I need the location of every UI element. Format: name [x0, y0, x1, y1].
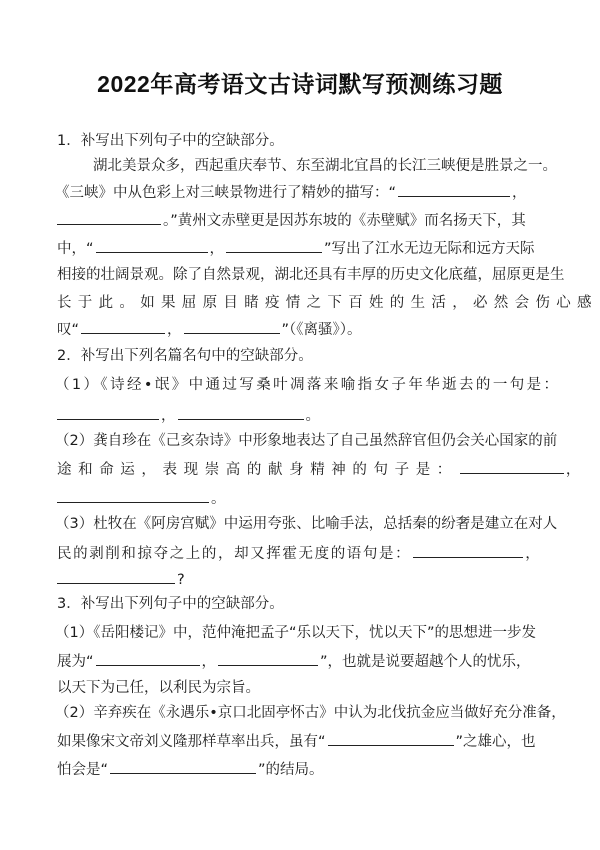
q2-sub3-line-1: （3）杜牧在《阿房宫赋》中运用夸张、比喻手法，总括秦的纷奢是建立在对人 — [55, 516, 558, 532]
q3-sub2-line-3-text: 怕会是“ — [57, 762, 109, 778]
q1-line-4-text: 中，“ — [57, 241, 94, 257]
q3-heading: 3．补写出下列句子中的空缺部分。 — [57, 596, 284, 612]
q3-sub1-line-2-tail: ”，也就是说要超越个人的忧乐， — [320, 654, 531, 670]
q1-line-7-text: 叹“ — [57, 322, 80, 338]
q3-sub1-line-2 — [57, 652, 547, 671]
answer-blank[interactable] — [96, 239, 208, 253]
q1-line-7-comma: ， — [167, 322, 182, 338]
q3-sub1-line-3: 以天下为己任，以利民为宗旨。 — [57, 680, 260, 696]
answer-blank[interactable] — [81, 320, 165, 334]
answer-blank[interactable] — [460, 460, 564, 474]
answer-blank[interactable] — [398, 183, 510, 197]
q2-sub2-comma: ， — [565, 462, 581, 478]
q1-line-7 — [57, 320, 547, 339]
answer-blank[interactable] — [57, 570, 175, 584]
q3-sub1-line-1: （1）《岳阳楼记》中，范仲淹把孟子“乐以天下，忧以天下”的思想进一步发 — [55, 625, 536, 641]
answer-blank[interactable] — [57, 489, 209, 503]
q2-sub3-line-2 — [57, 544, 547, 563]
q3-sub2-line-2 — [57, 732, 547, 751]
q3-sub2-line-2-tail: ”之雄心，也 — [455, 734, 536, 750]
q1-line-2 — [55, 183, 545, 202]
answer-blank[interactable] — [57, 406, 159, 420]
q1-line-6: 长于此。如果屈原目睹疫情之下百姓的生活，必然会伤心感 — [57, 295, 598, 311]
q1-line-2-text: 《三峡》中从色彩上对三峡景物进行了精妙的描写：“ — [55, 185, 397, 201]
q2-sub2-line-2-text: 途和命运，表现崇高的献身精神的句子是： — [57, 462, 458, 478]
q2-sub1-period: 。 — [305, 408, 320, 424]
q3-sub2-line-3 — [57, 760, 547, 779]
page-title: 2022年高考语文古诗词默写预测练习题 — [97, 71, 503, 97]
q1-line-7-tail: ”（《离骚》）。 — [281, 322, 362, 338]
q1-line-5: 相接的壮阔景观。除了自然景观，湖北还具有丰厚的历史文化底蕴，屈原更是生 — [57, 267, 565, 283]
answer-blank[interactable] — [110, 760, 256, 774]
q1-line-3 — [57, 211, 547, 230]
q1-line-1: 湖北美景众多，西起重庆奉节、东至湖北宜昌的长江三峡便是胜景之一。 — [93, 158, 557, 174]
q2-sub3-line-2-text: 民的剥削和掠夺之上的，却又挥霍无度的语句是： — [57, 546, 412, 562]
q2-sub2-line-3 — [57, 489, 547, 508]
answer-blank[interactable] — [178, 406, 304, 420]
q2-sub2-line-2 — [57, 460, 581, 479]
q2-sub2-line-1: （2）龚自珍在《己亥杂诗》中形象地表达了自己虽然辞官但仍会关心国家的前 — [55, 433, 558, 449]
answer-blank[interactable] — [226, 239, 322, 253]
q2-sub3-line-3 — [57, 570, 547, 589]
answer-blank[interactable] — [184, 320, 280, 334]
q3-sub2-line-3-tail: ”的结局。 — [258, 762, 324, 778]
q1-line-4-comma: ， — [209, 241, 225, 257]
q2-heading: 2．补写出下列名篇名句中的空缺部分。 — [57, 348, 313, 364]
q3-sub2-line-1: （2）辛弃疾在《永遇乐•京口北固亭怀古》中认为北伐抗金应当做好充分准备， — [55, 705, 566, 721]
q2-sub3-question-mark: ? — [177, 572, 185, 588]
answer-blank[interactable] — [57, 211, 161, 225]
q2-sub1-line-2 — [57, 406, 547, 425]
q1-line-4-tail: ”写出了江水无边无际和远方天际 — [324, 241, 535, 257]
q1-heading: 1．补写出下列句子中的空缺部分。 — [57, 133, 284, 149]
q2-sub3-comma: ， — [525, 546, 540, 562]
q2-sub2-period: 。 — [211, 491, 226, 507]
q3-sub1-line-2-text: 展为“ — [57, 654, 94, 670]
answer-blank[interactable] — [413, 544, 523, 558]
q1-line-4 — [57, 239, 547, 258]
q1-line-2-comma: ， — [512, 185, 527, 201]
q3-sub2-line-2-text: 如果像宋文帝刘义隆那样草率出兵，虽有“ — [57, 734, 326, 750]
answer-blank[interactable] — [96, 652, 200, 666]
answer-blank[interactable] — [328, 732, 454, 746]
q2-sub1-comma: ， — [161, 408, 176, 424]
q2-sub1-line-1: （1）《诗经•氓》中通过写桑叶凋落来喻指女子年华逝去的一句是： — [55, 377, 561, 393]
q3-sub1-comma: ， — [201, 654, 217, 670]
answer-blank[interactable] — [218, 652, 318, 666]
q1-line-3-text: 。”黄州文赤壁更是因苏东坡的《赤壁赋》而名扬天下，其 — [163, 213, 526, 229]
